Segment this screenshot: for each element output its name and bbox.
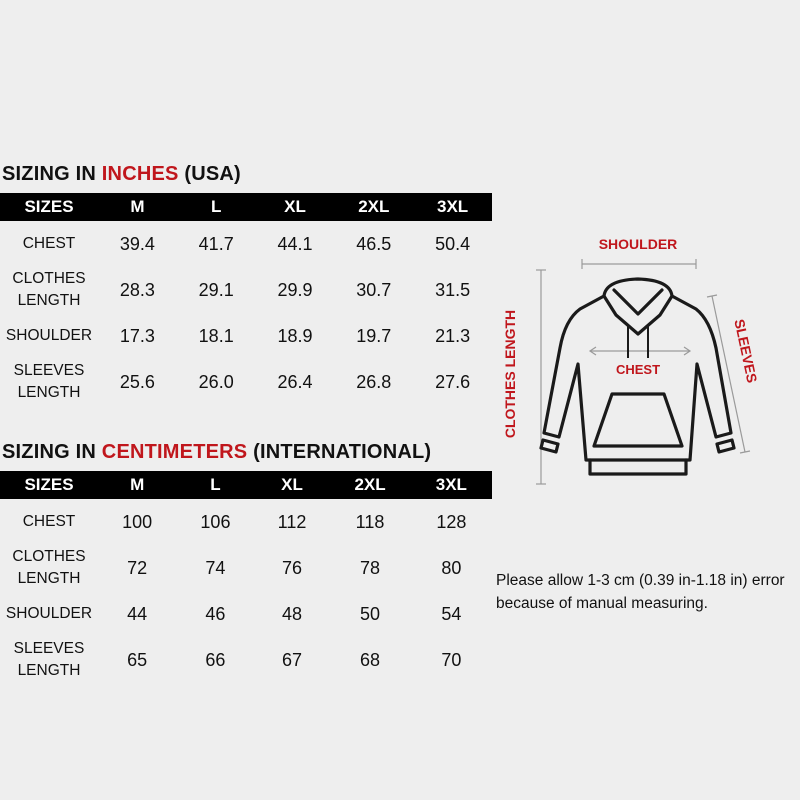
hoodie-waistband <box>590 460 686 474</box>
row-label: CHEST <box>22 235 76 252</box>
measurement-note: Please allow 1-3 cm (0.39 in-1.18 in) error because of manual measuring. <box>496 572 785 612</box>
cell-value: 50.4 <box>435 233 471 254</box>
inches-size-table <box>0 193 492 405</box>
row-label: SLEEVES LENGTH <box>13 640 85 679</box>
inches-row-shoulder <box>0 313 492 359</box>
cm-header-sizes: SIZES <box>0 471 98 499</box>
cell-value: 78 <box>360 557 381 578</box>
cell-value: 46.5 <box>356 233 392 254</box>
cell-value: 106 <box>200 511 231 532</box>
hoodie-left-cuff <box>541 440 558 452</box>
cm-title-accent: CENTIMETERS <box>101 441 248 463</box>
cm-header-3xl: 3XL <box>411 471 492 499</box>
cell-value: 21.3 <box>435 325 471 346</box>
inches-header-sizes: SIZES <box>0 193 98 221</box>
cm-header-xl: XL <box>255 471 330 499</box>
hoodie-body <box>544 296 731 460</box>
inches-header-3xl: 3XL <box>413 193 492 221</box>
cm-row-sleeves-length <box>0 637 492 683</box>
cell-value: 30.7 <box>356 279 392 300</box>
inches-title-accent: INCHES <box>101 163 179 185</box>
row-label: SHOULDER <box>5 605 93 622</box>
inches-header-xl: XL <box>256 193 335 221</box>
cm-header-m: M <box>98 471 176 499</box>
hoodie-hood <box>604 279 672 334</box>
cell-value: 29.9 <box>277 279 313 300</box>
sleeves-label: SLEEVES <box>731 317 761 385</box>
cm-header-2xl: 2XL <box>329 471 410 499</box>
cell-value: 26.8 <box>356 371 392 392</box>
row-label: SLEEVES LENGTH <box>13 362 85 401</box>
cell-value: 46 <box>205 603 226 624</box>
row-label: CLOTHES LENGTH <box>12 270 86 309</box>
cell-value: 74 <box>205 557 226 578</box>
hoodie-right-cuff <box>717 440 734 452</box>
row-label: CLOTHES LENGTH <box>12 548 86 587</box>
hoodie-pocket <box>594 394 682 446</box>
row-label: CHEST <box>22 513 76 530</box>
cell-value: 27.6 <box>435 371 471 392</box>
cell-value: 39.4 <box>119 233 155 254</box>
cell-value: 76 <box>281 557 302 578</box>
inches-header-l: L <box>177 193 256 221</box>
cell-value: 41.7 <box>198 233 234 254</box>
row-label: SHOULDER <box>5 327 93 344</box>
cell-value: 19.7 <box>356 325 392 346</box>
inches-title-prefix: SIZING IN <box>2 163 102 185</box>
cm-section-title <box>2 441 431 464</box>
cell-value: 50 <box>360 603 381 624</box>
cell-value: 44.1 <box>277 233 313 254</box>
inches-row-clothes-length <box>0 267 492 313</box>
inches-section-title <box>2 163 241 186</box>
cell-value: 67 <box>281 649 302 670</box>
clothes-length-label: CLOTHES LENGTH <box>502 309 518 439</box>
cell-value: 100 <box>122 511 153 532</box>
cm-header-row <box>0 471 492 499</box>
inches-header-2xl: 2XL <box>334 193 413 221</box>
cell-value: 18.1 <box>198 325 234 346</box>
cm-row-shoulder <box>0 591 492 637</box>
hoodie-hood-inner <box>614 290 662 314</box>
hoodie-drawstrings <box>628 326 648 358</box>
cell-value: 72 <box>127 557 148 578</box>
cell-value: 70 <box>441 649 462 670</box>
cell-value: 118 <box>355 511 385 532</box>
cell-value: 80 <box>441 557 462 578</box>
cm-title-prefix: SIZING IN <box>2 441 102 463</box>
cell-value: 28.3 <box>119 279 155 300</box>
cell-value: 128 <box>436 511 467 532</box>
inches-row-chest <box>0 221 492 267</box>
cell-value: 31.5 <box>435 279 471 300</box>
hoodie-measurement-diagram <box>495 225 800 490</box>
cell-value: 68 <box>360 649 381 670</box>
cell-value: 29.1 <box>198 279 234 300</box>
inches-header-row <box>0 193 492 221</box>
cell-value: 112 <box>277 511 307 532</box>
inches-title-suffix: (USA) <box>178 163 241 185</box>
inches-header-m: M <box>98 193 177 221</box>
cm-title-suffix: (INTERNATIONAL) <box>247 441 432 463</box>
cm-size-table <box>0 471 492 683</box>
cell-value: 54 <box>441 603 462 624</box>
cm-row-chest <box>0 499 492 545</box>
cell-value: 26.4 <box>277 371 313 392</box>
cell-value: 26.0 <box>198 371 234 392</box>
cell-value: 25.6 <box>119 371 155 392</box>
cell-value: 66 <box>205 649 226 670</box>
shoulder-label: SHOULDER <box>598 236 678 252</box>
cell-value: 65 <box>127 649 148 670</box>
cell-value: 17.3 <box>119 325 155 346</box>
inches-row-sleeves-length <box>0 359 492 405</box>
cell-value: 18.9 <box>277 325 313 346</box>
hoodie-diagram-svg <box>495 225 800 490</box>
chest-label: CHEST <box>615 362 661 377</box>
cell-value: 44 <box>127 603 148 624</box>
cm-row-clothes-length <box>0 545 492 591</box>
cell-value: 48 <box>281 603 302 624</box>
cm-header-l: L <box>176 471 254 499</box>
